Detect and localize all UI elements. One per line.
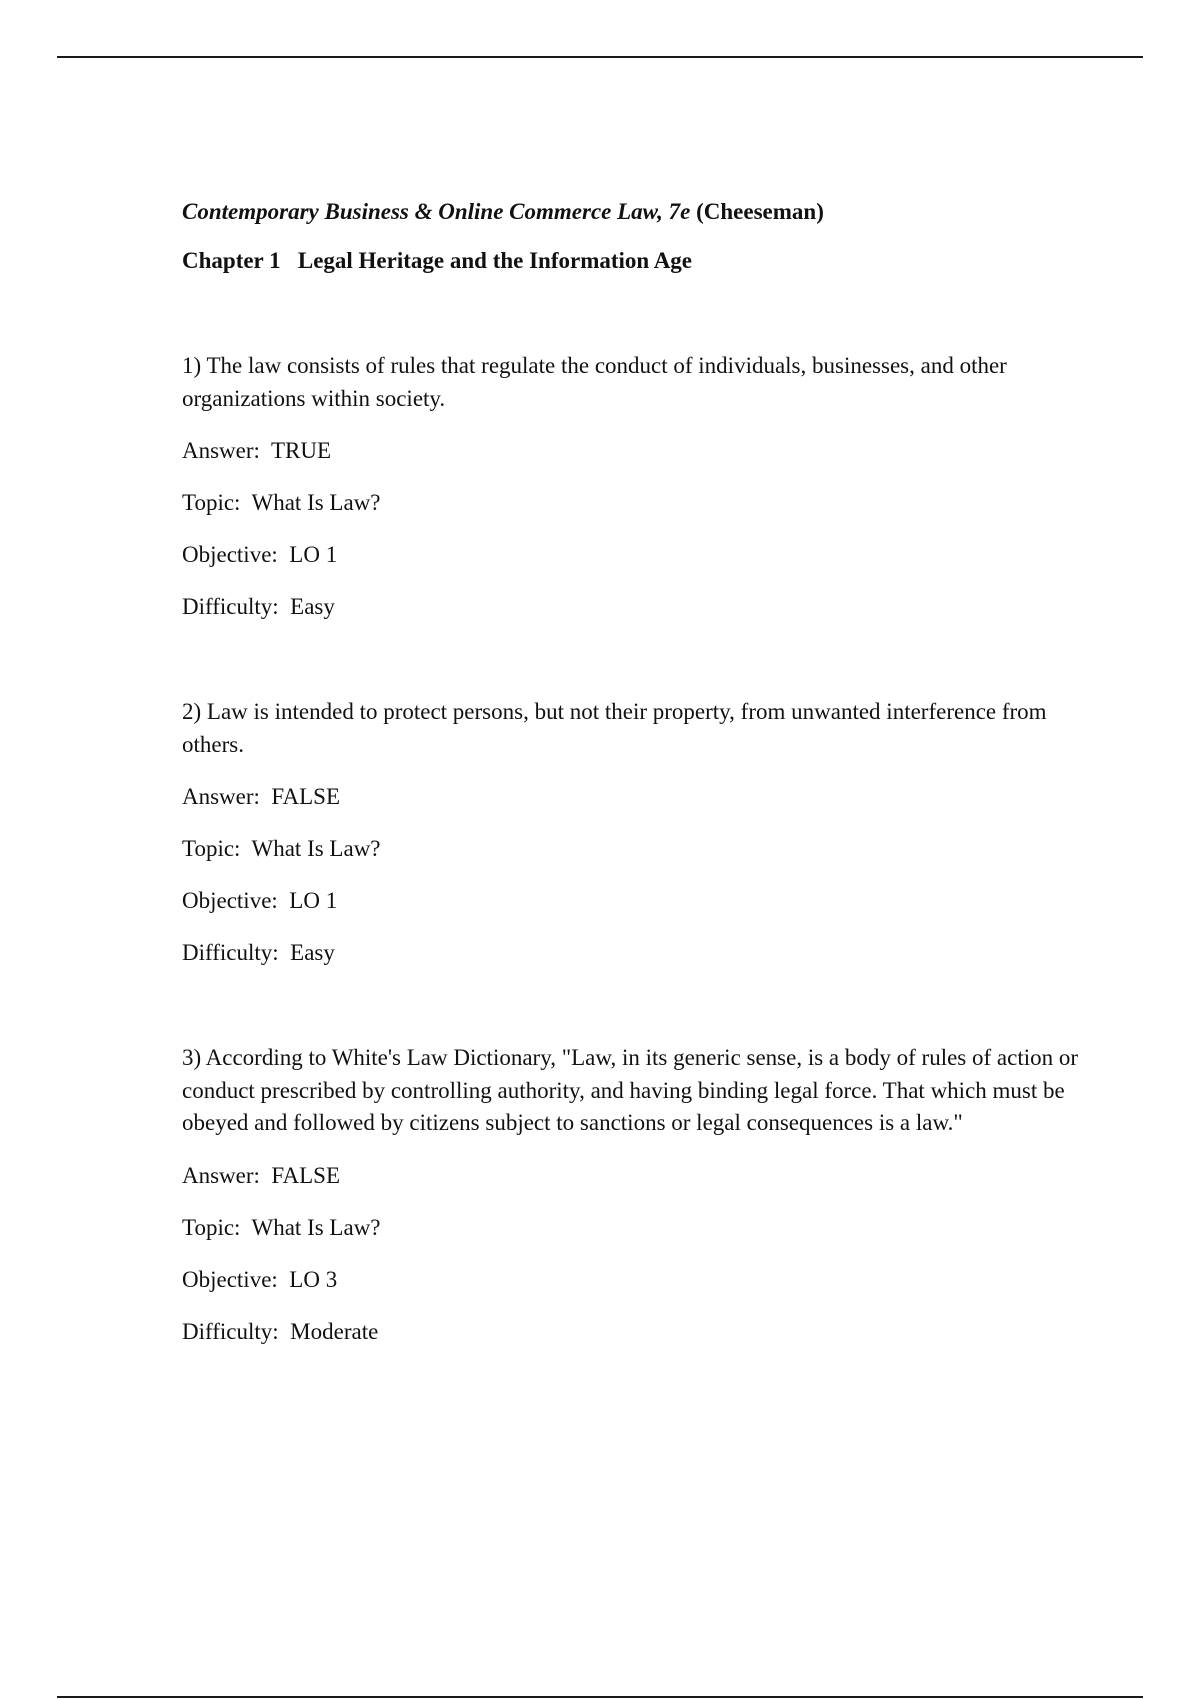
question-text: 3) According to White's Law Dictionary, "Law, in its generic sense, is a body of rules of action or conduct prescribed by controlling authority, and having binding legal force. That which must be obeyed and followed by citizens subject to sanctions or legal consequences is a law." [182, 1045, 1079, 1135]
chapter-title: Chapter 1 Legal Heritage and the Information Age [182, 248, 693, 273]
top-divider [57, 56, 1143, 58]
question-text: 1) The law consists of rules that regulate the conduct of individuals, businesses, and other organizations within society. [182, 353, 1007, 411]
topic-line: Topic: What Is Law? [182, 1214, 381, 1240]
difficulty-line: Difficulty: Easy [182, 594, 335, 619]
topic-line: Topic: What Is Law? [182, 490, 381, 515]
objective-line: Objective: LO 1 [182, 888, 338, 913]
document-body [182, 196, 1082, 1348]
answer-line: Answer: FALSE [182, 784, 341, 809]
objective-line: Objective: LO 1 [182, 542, 338, 567]
book-title [182, 196, 1082, 228]
question-item [182, 1042, 1082, 1348]
answer-line: Answer: FALSE [182, 1162, 341, 1188]
objective-line: Objective: LO 3 [182, 1266, 338, 1292]
book-title-name: Contemporary Business & Online Commerce Law, 7e [182, 199, 691, 224]
difficulty-line: Difficulty: Moderate [182, 1318, 379, 1344]
question-item [182, 350, 1082, 623]
question-text: 2) Law is intended to protect persons, but not their property, from unwanted interference from others. [182, 699, 1047, 757]
book-title-author: (Cheeseman) [690, 199, 824, 224]
answer-line: Answer: TRUE [182, 438, 332, 463]
topic-line: Topic: What Is Law? [182, 836, 381, 861]
bottom-divider [57, 1696, 1143, 1698]
question-item [182, 696, 1082, 969]
difficulty-line: Difficulty: Easy [182, 940, 335, 965]
